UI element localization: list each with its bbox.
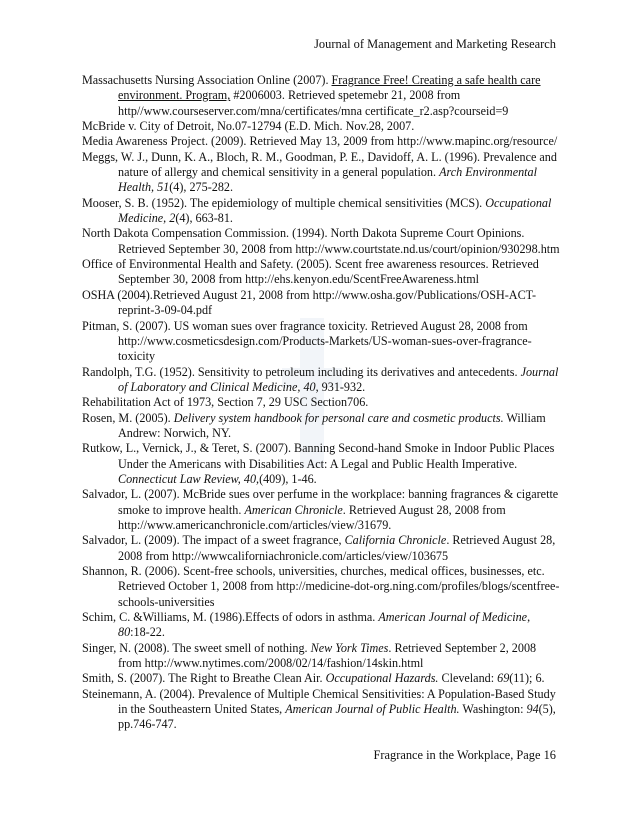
reference-text: (4), 275-282. — [169, 180, 233, 195]
reference-entry — [82, 119, 562, 134]
reference-text: Salvador, L. (2009). The impact of a sweet fragrance, — [82, 533, 345, 548]
reference-text: , 931-932. — [315, 379, 366, 394]
reference-text: Cleveland: — [438, 671, 498, 686]
reference-entry — [82, 641, 562, 672]
reference-text: Office of Environmental Health and Safety. (2005). Scent free awareness resources. Retrieved September 30, 2008 from http://ehs.kenyon.edu/ScentFreeAwareness.html — [82, 257, 539, 287]
reference-text: Occupational Hazards. — [325, 671, 439, 686]
reference-entry — [82, 487, 562, 533]
reference-text: Pitman, S. (2007). US woman sues over fragrance toxicity. Retrieved August 28, 2008 from http://www.cosmeticsdesign.com/Products-Markets/US-woman-sues-over-fragrance-toxicity — [82, 318, 532, 364]
reference-entry — [82, 257, 562, 288]
reference-text: Randolph, T.G. (1952). Sensitivity to petroleum including its derivatives and antecedents. — [82, 364, 521, 379]
reference-entry — [82, 610, 562, 641]
reference-entry — [82, 687, 562, 733]
reference-text: . Retrieved September 2, 2008 from http://www.nytimes.com/2008/02/14/fashion/14skin.html — [118, 640, 537, 671]
reference-entry — [82, 288, 562, 319]
page-footer: Fragrance in the Workplace, Page 16 — [373, 748, 556, 762]
reference-text: Rosen, M. (2005). — [82, 410, 174, 425]
running-head: Journal of Management and Marketing Research — [314, 37, 556, 51]
reference-text: California Chronicle — [344, 533, 447, 548]
reference-text: Journal of Laboratory and Clinical Medicine, 40 — [118, 364, 559, 394]
reference-text: Smith, S. (2007). The Right to Breathe Clean Air. — [82, 671, 326, 686]
reference-entry — [82, 73, 562, 119]
reference-entry — [82, 395, 562, 410]
reference-text: McBride v. City of Detroit, No.07-12794 (E.D. Mich. Nov.28, 2007. — [82, 119, 415, 134]
reference-entry — [82, 533, 562, 564]
reference-text: American Journal of Medicine — [378, 610, 528, 625]
reference-text: Rehabilitation Act of 1973, Section 7, 29 USC Section706. — [82, 395, 369, 410]
reference-entry — [82, 319, 562, 365]
reference-text: (409), 1-46. — [259, 471, 317, 486]
reference-text: American Journal of Public Health. — [285, 702, 460, 717]
reference-text: Meggs, W. J., Dunn, K. A., Bloch, R. M., Goodman, P. E., Davidoff, A. L. (1996). Prevalence and nature of allergy and chemical sensitivity in a general population. — [82, 149, 557, 180]
reference-text: Fragrance Free! Creating a safe health care environment. Program, — [118, 73, 541, 103]
reference-text: William Andrew: Norwich, NY. — [118, 410, 546, 440]
reference-text: Singer, N. (2008). The sweet smell of nothing. — [82, 640, 311, 655]
reference-text: OSHA (2004).Retrieved August 21, 2008 from http://www.osha.gov/Publications/OSH-ACT-reprint-3-09-04.pdf — [82, 287, 537, 318]
reference-text: Mooser, S. B. (1952). The epidemiology of multiple chemical sensitivities (MCS). — [82, 195, 486, 210]
reference-text: Delivery system handbook for personal care and cosmetic products. — [173, 410, 504, 425]
reference-text: . Retrieved August 28, 2008 from http://wwwcaliforniachronicle.com/articles/view/103675 — [118, 533, 556, 563]
reference-text: American Chronicle — [244, 502, 343, 517]
reference-entry — [82, 196, 562, 227]
reference-text: :18-22. — [130, 625, 165, 640]
reference-entry — [82, 671, 562, 686]
reference-text: Connecticut Law Review, 40, — [118, 471, 260, 486]
reference-entry — [82, 150, 562, 196]
reference-text: Washington: — [459, 702, 527, 717]
reference-text: Rutkow, L., Vernick, J., & Teret, S. (2007). Banning Second-hand Smoke in Indoor Public Places Under the Americans with Disabilities Act: A Legal and Public Health Imperative. — [82, 441, 555, 471]
reference-entry — [82, 441, 562, 487]
reference-text: (5), pp.746-747. — [118, 702, 556, 732]
reference-text: Shannon, R. (2006). Scent-free schools, universities, churches, medical offices, businesses, etc. Retrieved October 1, 2008 from http://medicine-dot-org.ning.com/profiles/blogs/scentfree-schools-universities — [82, 564, 560, 609]
reference-text: Steinemann, A. (2004). Prevalence of Multiple Chemical Sensitivities: A Population-Based Study in the Southeastern United States, — [82, 686, 556, 717]
reference-text: North Dakota Compensation Commission. (1994). North Dakota Supreme Court Opinions. Retrieved September 30, 2008 from http://www.courtstate.nd.us/court/opinion/930298.htm — [82, 226, 560, 256]
reference-entry — [82, 226, 562, 257]
reference-entry — [82, 411, 562, 442]
reference-list — [82, 73, 562, 733]
reference-text: . Retrieved August 28, 2008 from http://www.americanchronicle.com/articles/view/31679. — [118, 502, 506, 532]
reference-text: 80 — [118, 625, 131, 640]
reference-text: Massachusetts Nursing Association Online (2007). — [82, 73, 332, 87]
reference-text: , — [527, 610, 531, 625]
reference-text: 69 — [497, 671, 510, 686]
reference-text: (11); 6. — [509, 671, 545, 686]
reference-text: (4), 663-81. — [175, 211, 233, 226]
reference-text: New York Times — [310, 640, 389, 655]
reference-text: 94 — [526, 702, 539, 717]
reference-entry — [82, 564, 562, 610]
reference-text: #2006003. Retrieved spetemebr 21, 2008 from http//www.courseserver.com/mna/certificates/mna certificate_r2.asp?courseid=9 — [118, 88, 509, 118]
reference-entry — [82, 134, 562, 149]
reference-text: Salvador, L. (2007). McBride sues over perfume in the workplace: banning fragrances & cigarette smoke to improve health. — [82, 487, 559, 517]
reference-text: Arch Environmental Health, 51 — [118, 165, 537, 195]
reference-text: Occupational Medicine, 2 — [118, 195, 552, 226]
reference-text: Media Awareness Project. (2009). Retrieved May 13, 2009 from http://www.mapinc.org/resource/ — [82, 134, 558, 149]
reference-text: Schim, C. &Williams, M. (1986).Effects of odors in asthma. — [82, 610, 379, 625]
reference-entry — [82, 365, 562, 396]
